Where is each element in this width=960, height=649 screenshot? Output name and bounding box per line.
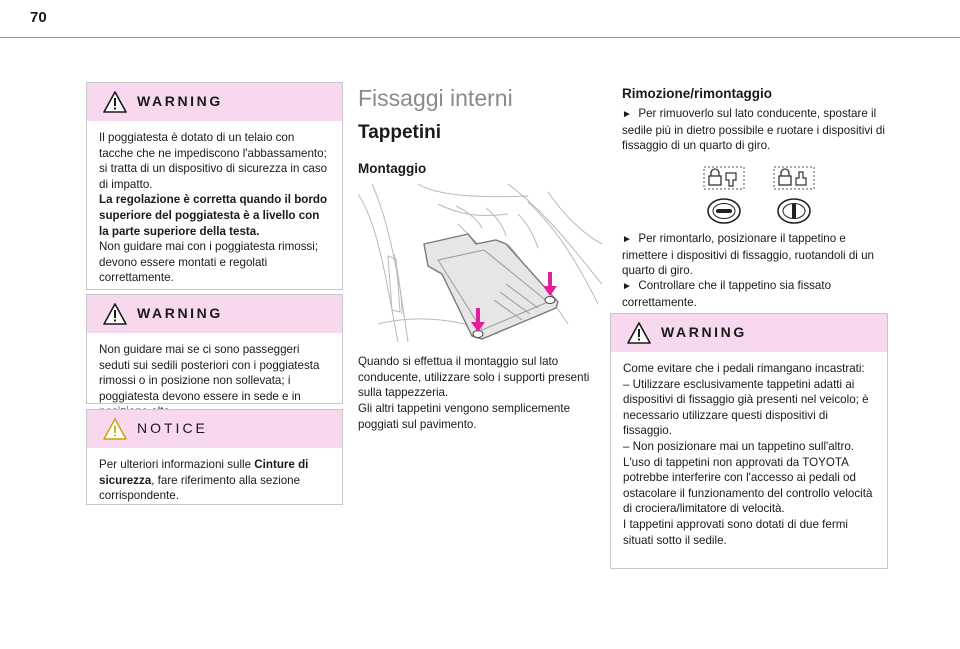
bullet-arrow-icon: ► [622, 234, 632, 245]
section-title: Fissaggi interni [358, 85, 513, 111]
warning-text: I tappetini approvati sono dotati di due fermi situati sotto il sedile. [623, 517, 848, 547]
floor-mat-illustration [358, 184, 602, 342]
warning-box-pedals [610, 313, 888, 569]
warning-text: L'uso di tappetini non approvati da TOYOTA potrebbe interferire con l'accesso ai pedali od ostacolare il funzionamento del controllo velocità di crociera/limitatore di velocità. [623, 455, 873, 516]
notice-header [87, 410, 342, 448]
warning-text: – Non posizionare mai un tappetino sull'altro. [623, 439, 855, 453]
removal-step-2: ► Per rimontarlo, posizionare il tappetino e rimettere i dispositivi di fissaggio, ruotandoli di un quarto di giro. [622, 232, 874, 278]
warning-header [611, 314, 887, 352]
warning-text: Il poggiatesta è dotato di un telaio con tacche che ne impediscono l'abbassamento; si tratta di un dispositivo di sicurezza in caso di impatto. [99, 131, 328, 191]
removal-heading: Rimozione/rimontaggio [622, 86, 772, 101]
warning-box-headrest-notches [86, 82, 343, 290]
mounting-heading: Montaggio [358, 161, 427, 176]
notice-text: Per ulteriori informazioni sulle Cinture di sicurezza, fare riferimento alla sezione corrispondente. [99, 458, 309, 503]
warning-text-bold: La regolazione è corretta quando il bordo superiore del poggiatesta è a livello con la parte superiore della testa. [99, 193, 328, 238]
removal-step-3: ► Controllare che il tappetino sia fissato correttamente. [622, 279, 832, 309]
warning-label: WARNING [137, 305, 223, 322]
bullet-arrow-icon: ► [622, 109, 632, 120]
notice-label: NOTICE [137, 420, 208, 437]
notice-text-bold: Cinture di sicurezza [99, 458, 309, 487]
lock-fastener-icon [774, 167, 814, 223]
bullet-arrow-icon: ► [622, 281, 632, 292]
unlock-fastener-icon [704, 167, 744, 223]
page-number: 70 [30, 9, 47, 26]
warning-text: Non guidare mai con i poggiatesta rimossi; devono essere montati e regolati correttamente. [99, 240, 319, 285]
top-divider [0, 37, 960, 38]
warning-text: Come evitare che i pedali rimangano incastrati: [623, 362, 865, 375]
notice-box-seat-belts [86, 409, 343, 505]
subsection-title: Tappetini [358, 122, 442, 143]
warning-box-rear-passengers [86, 294, 343, 404]
warning-label: WARNING [137, 93, 223, 110]
warning-triangle-icon [103, 91, 127, 113]
warning-label: WARNING [661, 324, 747, 341]
mounting-text: Gli altri tappetini vengono semplicemente poggiati sul pavimento. [358, 402, 571, 431]
warning-text: Non guidare mai se ci sono passeggeri seduti sui sedili posteriori con i poggiatesta rimossi o in posizione non sollevata; i poggiatesta devono essere in sede e in [99, 343, 320, 403]
notice-triangle-icon [103, 418, 127, 440]
warning-triangle-icon [627, 322, 651, 344]
warning-header [87, 83, 342, 121]
warning-text: – Utilizzare esclusivamente tappetini adatti ai dispositivi di fissaggio già presenti nel veicolo; è necessario utilizzare questi dispositivi di fissaggio. [623, 377, 869, 438]
removal-step-1: ► Per rimuoverlo sul lato conducente, spostare il sedile più in dietro possibile e ruotare i dispositivi di fissaggio di un quarto di giro. [622, 107, 885, 153]
fastener-rotation-icons [700, 165, 820, 227]
warning-triangle-icon [103, 303, 127, 325]
warning-header [87, 295, 342, 333]
mounting-text: Quando si effettua il montaggio sul lato conducente, utilizzare solo i supporti presenti sulla tappezzeria. [358, 355, 590, 400]
